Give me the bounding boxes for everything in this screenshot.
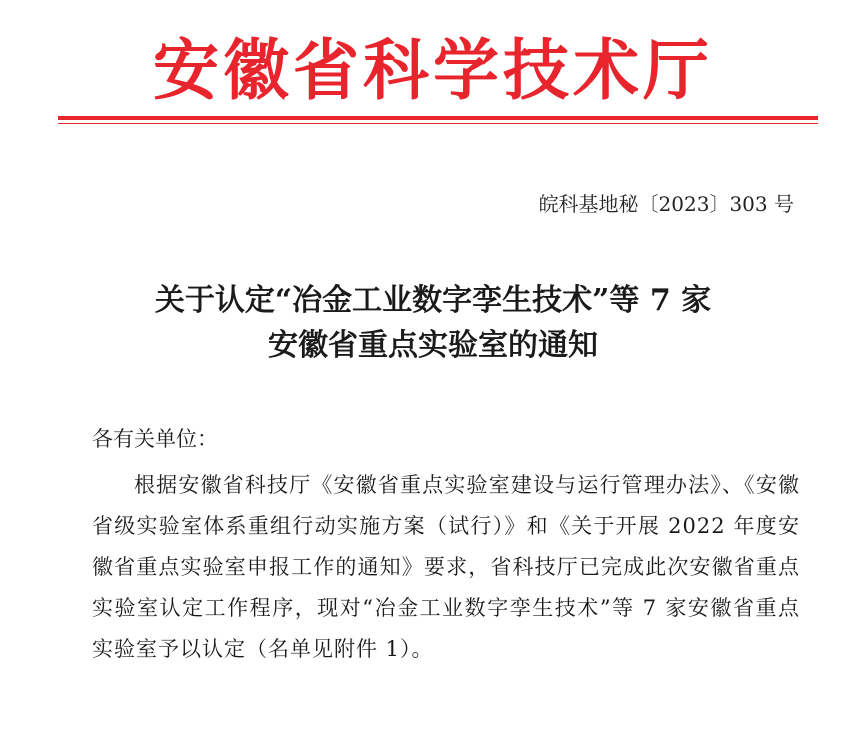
salutation: 各有关单位： [92,427,218,451]
header-rule-thin [58,123,818,124]
body-paragraph: 根据安徽省科技厅《安徽省重点实验室建设与运行管理办法》、《安徽省级实验室体系重组行动实施方案（试行）》和《关于开展 2022 年度安徽省重点实验室申报工作的通知》要求，省科技厅已完成此次安徽省重点实验室认定工作程序，现对“冶金工业数字孪生技术”等 7 家安徽省重点实验室予以认定（名单见附件 1）。 [92,473,800,661]
header-rule-thick [58,116,818,120]
agency-header: 安徽省科学技术厅 [153,32,713,109]
document-number: 皖科基地秘〔2023〕303 号 [538,192,794,216]
document-title-line-1: 关于认定“冶金工业数字孪生技术”等 7 家 [154,283,712,318]
document-title-line-2: 安徽省重点实验室的通知 [268,328,598,363]
